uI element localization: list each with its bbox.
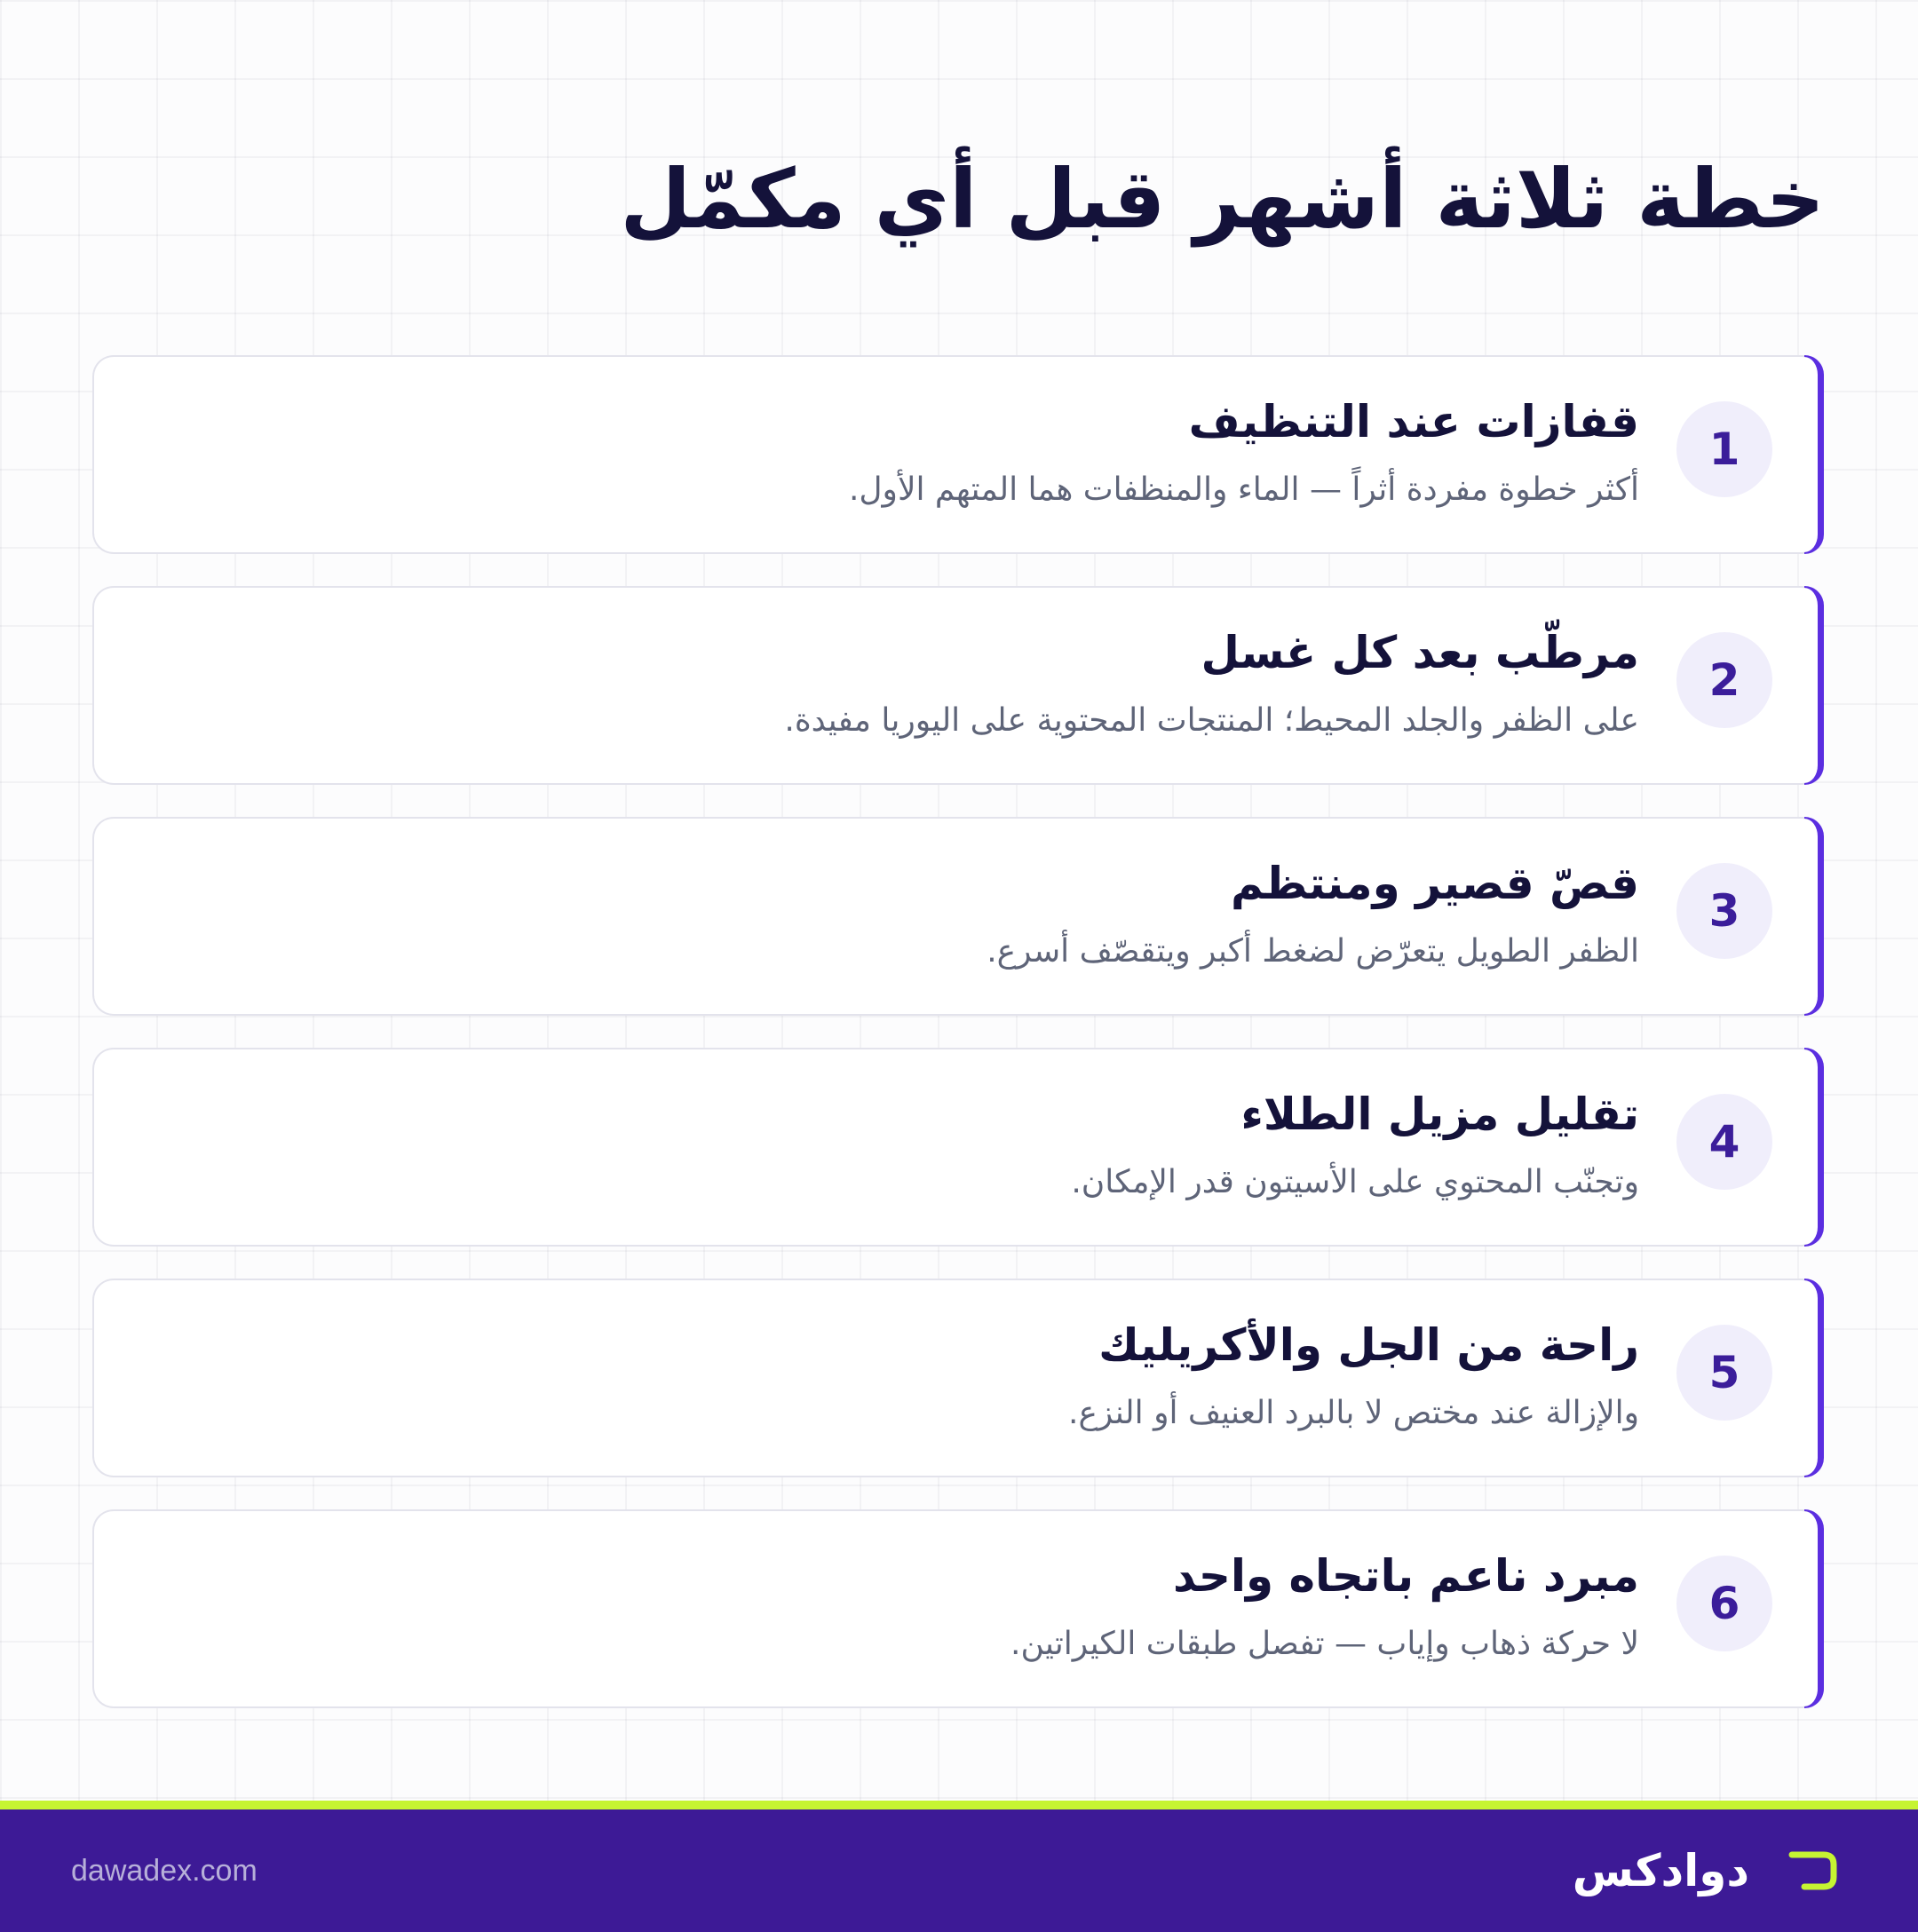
- step-card: [92, 817, 1822, 1016]
- step-title: مبرد ناعم باتجاه واحد: [1172, 1550, 1639, 1602]
- step-description: لا حركة ذهاب وإياب — تفصل طبقات الكيراتين.: [1011, 1626, 1639, 1662]
- step-description: وتجنّب المحتوي على الأسيتون قدر الإمكان.: [1071, 1164, 1639, 1200]
- step-description: على الظفر والجلد المحيط؛ المنتجات المحتوية على اليوريا مفيدة.: [784, 702, 1639, 739]
- bracket-logo-icon: [1788, 1850, 1838, 1891]
- brand: [1573, 1809, 1838, 1932]
- footer-website-link[interactable]: dawadex.com: [71, 1854, 258, 1888]
- footer: [0, 1809, 1918, 1932]
- step-card: [92, 1048, 1822, 1247]
- step-card: [92, 1509, 1822, 1708]
- step-number-badge: 3: [1676, 863, 1772, 959]
- step-number-badge: 1: [1676, 401, 1772, 497]
- brand-name: دوادكس: [1572, 1845, 1749, 1896]
- footer-accent-line: [0, 1801, 1918, 1809]
- step-number-badge: 5: [1676, 1325, 1772, 1421]
- step-title: راحة من الجل والأكريليك: [1098, 1319, 1639, 1371]
- step-description: أكثر خطوة مفردة أثراً — الماء والمنظفات هما المتهم الأول.: [848, 471, 1639, 508]
- page-title: خطة ثلاثة أشهر قبل أي مكمّل: [620, 152, 1825, 247]
- step-title: قصّ قصير ومنتظم: [1230, 858, 1639, 909]
- step-title: مرطّب بعد كل غسل: [1201, 627, 1639, 678]
- step-title: تقليل مزيل الطلاء: [1240, 1089, 1639, 1140]
- step-card: [92, 1279, 1822, 1477]
- step-number-badge: 2: [1676, 632, 1772, 728]
- step-title: قفازات عند التنظيف: [1188, 396, 1639, 447]
- step-card: [92, 355, 1822, 554]
- step-description: والإزالة عند مختص لا بالبرد العنيف أو النزع.: [1068, 1395, 1639, 1431]
- steps-list: [92, 355, 1822, 1740]
- step-card: [92, 586, 1822, 785]
- step-number-badge: 6: [1676, 1556, 1772, 1651]
- step-number-badge: 4: [1676, 1094, 1772, 1190]
- step-description: الظفر الطويل يتعرّض لضغط أكبر ويتقصّف أسرع.: [987, 933, 1639, 970]
